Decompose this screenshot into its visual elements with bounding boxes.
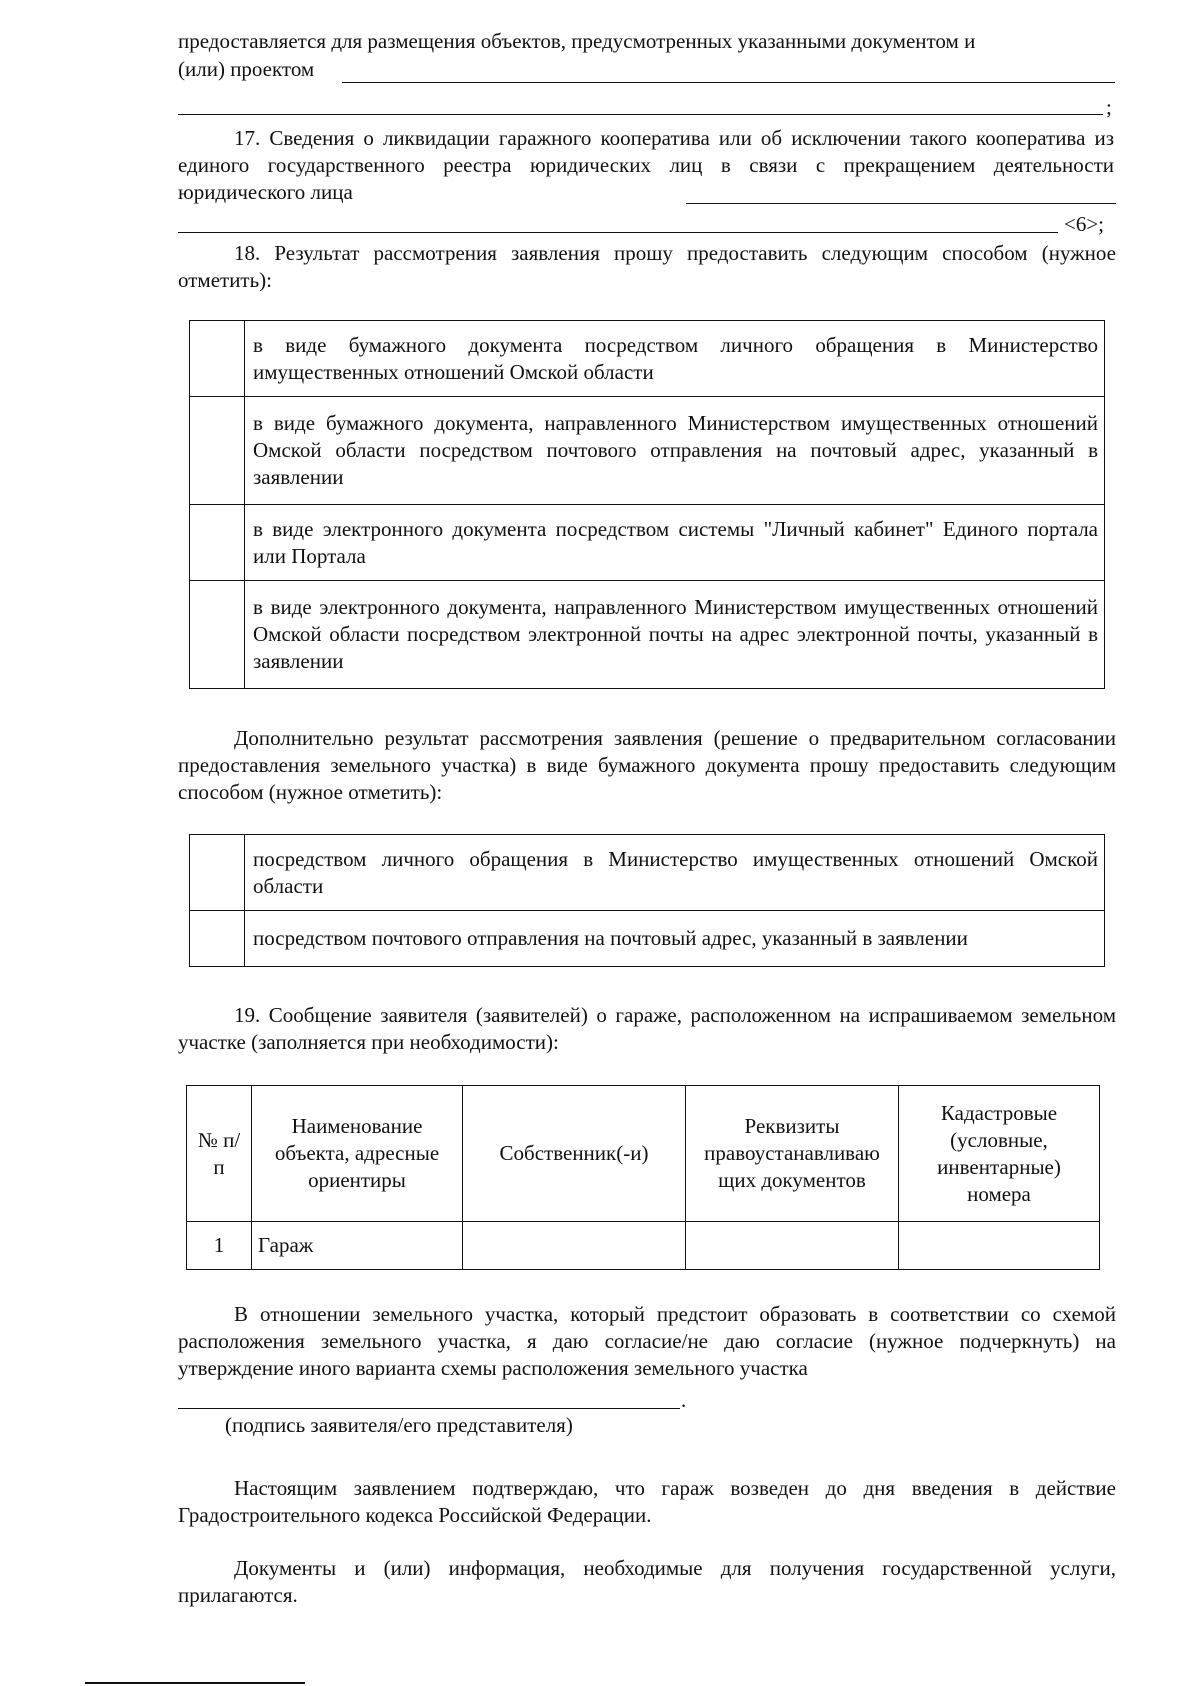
fill-line-project-2[interactable] xyxy=(178,114,1103,115)
table-row xyxy=(190,835,1105,911)
table-row xyxy=(190,397,1105,505)
option-text: в виде бумажного документа посредством личного обращения в Министерство имущественных отношений Омской области xyxy=(245,321,1105,397)
table-header-row xyxy=(187,1086,1100,1222)
option-text: в виде электронного документа посредством системы "Личный кабинет" Единого портала или Портала xyxy=(245,505,1105,581)
col-name: Наименование объекта, адресные ориентиры xyxy=(252,1086,463,1222)
confirm-text: Настоящим заявлением подтверждаю, что гараж возведен до дня введения в действие Градостроительного кодекса Российской Федерации. xyxy=(178,1476,1116,1527)
fill-line-liquidation[interactable] xyxy=(686,203,1116,204)
table-row xyxy=(190,505,1105,581)
checkbox-cell[interactable] xyxy=(190,321,245,397)
fill-line-project[interactable] xyxy=(342,82,1115,83)
checkbox-cell[interactable] xyxy=(190,505,245,581)
cell-name: Гараж xyxy=(252,1222,463,1270)
item18-text: 18. Результат рассмотрения заявления прошу предоставить следующим способом (нужное отметить): xyxy=(178,241,1116,292)
semicolon: ; xyxy=(1106,95,1112,119)
checkbox-cell[interactable] xyxy=(190,911,245,967)
fill-line-liquidation-2[interactable] xyxy=(178,232,1058,233)
item17-paragraph: 17. Сведения о ликвидации гаражного кооператива или об исключении такого кооператива из единого государственного реестра юридических лиц в связи с прекращением деятельности юридического лица xyxy=(178,126,1114,204)
col-num: № п/п xyxy=(187,1086,252,1222)
option-text: посредством почтового отправления на почтовый адрес, указанный в заявлении xyxy=(245,911,1105,967)
table-row xyxy=(187,1222,1100,1270)
consent-end-mark: . xyxy=(681,1388,687,1412)
col-owner: Собственник(-и) xyxy=(463,1086,686,1222)
table-row xyxy=(190,911,1105,967)
option-text: посредством личного обращения в Министерство имущественных отношений Омской области xyxy=(245,835,1105,911)
page-bottom-rule xyxy=(85,1682,305,1684)
cell-num: 1 xyxy=(187,1222,252,1270)
option-text: в виде бумажного документа, направленного Министерством имущественных отношений Омской области посредством почтового отправления на почтовый адрес, указанный в заявлении xyxy=(245,397,1105,505)
item19-text: 19. Сообщение заявителя (заявителей) о гараже, расположенном на испрашиваемом земельном участке (заполняется при необходимости): xyxy=(178,1003,1116,1054)
additional-text: Дополнительно результат рассмотрения заявления (решение о предварительном согласовании предоставления земельного участка) в виде бумажного документа прошу предоставить следующим способом (нужное отметить): xyxy=(178,726,1116,804)
signature-caption: (подпись заявителя/его представителя) xyxy=(225,1413,573,1437)
option-text: в виде электронного документа, направленного Министерством имущественных отношений Омской области посредством электронной почты на адрес электронной почты, указанный в заявлении xyxy=(245,581,1105,689)
intro-line2-label: (или) проектом xyxy=(178,57,315,81)
paper-delivery-table xyxy=(189,834,1105,967)
checkbox-cell[interactable] xyxy=(190,581,245,689)
garage-table xyxy=(186,1085,1100,1270)
item17-text xyxy=(178,125,1114,206)
intro-line1: предоставляется для размещения объектов, предусмотренных указанными документом и xyxy=(178,29,976,53)
cell-docs[interactable] xyxy=(686,1222,899,1270)
col-docs: Реквизиты правоустанавливаю щих документов xyxy=(686,1086,899,1222)
signature-line[interactable] xyxy=(178,1408,680,1409)
delivery-method-table xyxy=(189,320,1105,689)
documents-text: Документы и (или) информация, необходимые для получения государственной услуги, прилагаются. xyxy=(178,1556,1116,1607)
checkbox-cell[interactable] xyxy=(190,397,245,505)
footnote-6: <6>; xyxy=(1064,212,1105,236)
table-row xyxy=(190,321,1105,397)
table-row xyxy=(190,581,1105,689)
col-cadastral: Кадастровые (условные, инвентарные) номера xyxy=(899,1086,1100,1222)
cell-owner[interactable] xyxy=(463,1222,686,1270)
cell-cadastral[interactable] xyxy=(899,1222,1100,1270)
consent-text: В отношении земельного участка, который предстоит образовать в соответствии со схемой расположения земельного участка, я даю согласие/не даю согласие (нужное подчеркнуть) на утверждение иного варианта схемы расположения земельного участка xyxy=(178,1302,1116,1380)
checkbox-cell[interactable] xyxy=(190,835,245,911)
